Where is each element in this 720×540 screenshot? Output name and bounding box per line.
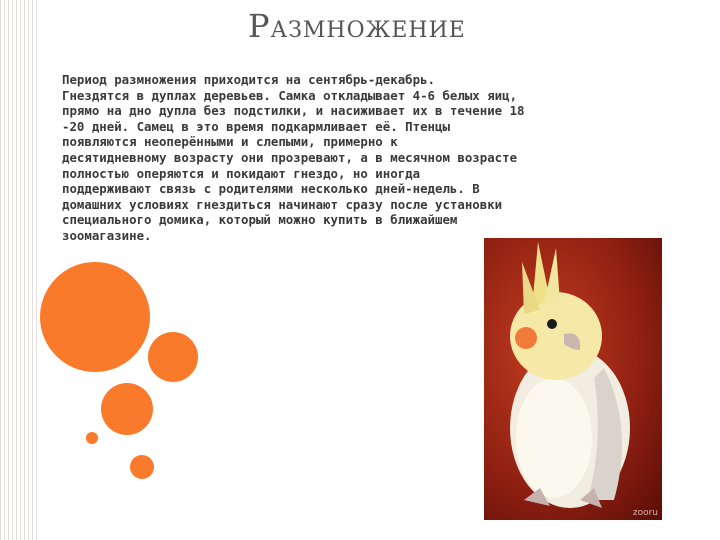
title-rest: АЗМНОЖЕНИЕ (270, 18, 466, 43)
left-stripe-decoration (0, 0, 40, 540)
decorative-circle-large (40, 262, 150, 372)
decorative-circle-medium-2 (101, 383, 153, 435)
photo-watermark: zooru (632, 508, 658, 518)
cockatiel-illustration (484, 238, 662, 520)
decorative-circle-small (130, 455, 154, 479)
decorative-circle-medium (148, 332, 198, 382)
title-first-letter: Р (248, 7, 271, 45)
decorative-circle-tiny (86, 432, 98, 444)
slide-title (248, 6, 548, 46)
cockatiel-photo (484, 238, 662, 520)
slide-body-text: Период размножения приходится на сентябрь-декабрь. Гнездятся в дуплах деревьев. Самка откладывает 4-6 белых яиц, прямо на дно дупла без подстилки, и насиживает их в течение 18 -20 дней. Самец в это время подкармливает её. Птенцы появляются неоперёнными и слепыми, примерно к десятидневному возрасту они прозревают, а в месячном возрасте полностью оперяются и покидают гнездо, но иногда поддерживают связь с родителями несколько дней-недель. В домашних условиях гнездиться начинают сразу после установки специального домика, который можно купить в ближайшем зоомагазине. (62, 72, 525, 243)
